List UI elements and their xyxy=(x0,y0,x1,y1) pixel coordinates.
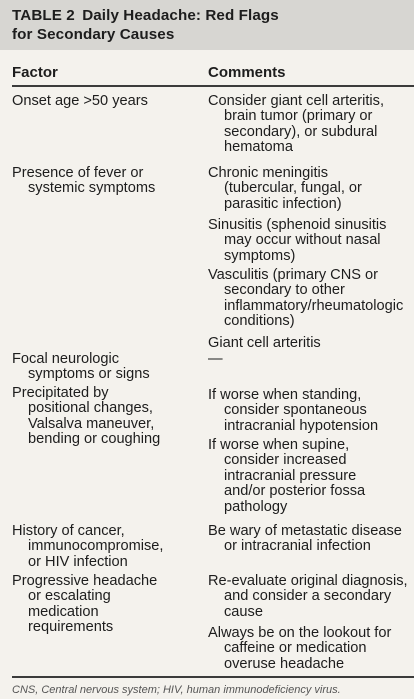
factor-cell xyxy=(12,574,157,636)
comment-line: secondary), or subdural xyxy=(224,123,378,140)
comment-cell xyxy=(208,218,386,264)
comment-line: may occur without nasal xyxy=(224,232,381,249)
comment-line: caffeine or medication xyxy=(224,640,367,657)
factor-cell xyxy=(12,386,160,448)
comment-line: Chronic meningitis xyxy=(208,165,329,181)
factor-cell xyxy=(12,352,150,383)
comment-line: overuse headache xyxy=(224,655,345,672)
factor-line: positional changes, xyxy=(28,400,153,417)
comment-line: Vasculitis (primary CNS or xyxy=(208,267,379,283)
table-bottom-rule xyxy=(12,676,414,678)
table-footnote: CNS, Central nervous system; HIV, human immunodeficiency virus. xyxy=(12,684,341,696)
comment-line: If worse when supine, xyxy=(208,437,350,453)
title-band xyxy=(0,0,414,50)
factor-line: bending or coughing xyxy=(28,431,161,448)
comments-column-header: Comments xyxy=(208,64,286,81)
comment-line: conditions) xyxy=(224,313,295,330)
factor-line: Presence of fever or xyxy=(12,165,144,181)
comment-cell xyxy=(208,388,378,434)
table-title-line-2: for Secondary Causes xyxy=(12,26,175,43)
factor-line: or escalating xyxy=(28,588,111,605)
comment-line: Be wary of metastatic disease xyxy=(208,523,402,539)
comment-line: — xyxy=(208,351,223,367)
comment-line: symptoms) xyxy=(224,247,296,264)
comment-line: inflammatory/rheumatologic xyxy=(224,297,404,314)
header-rule xyxy=(12,85,414,87)
factor-cell xyxy=(12,94,148,109)
comment-cell xyxy=(208,268,403,330)
factor-line: Precipitated by xyxy=(12,385,109,401)
factor-line: systemic symptoms xyxy=(28,180,156,197)
table-label: TABLE 2 xyxy=(12,7,75,24)
factor-line: History of cancer, xyxy=(12,523,125,539)
comment-line: hematoma xyxy=(224,139,293,156)
comment-line: consider increased xyxy=(224,452,347,469)
comment-cell xyxy=(208,166,362,212)
comment-line: brain tumor (primary or xyxy=(224,108,373,125)
comment-line: and/or posterior fossa xyxy=(224,483,366,500)
comment-cell xyxy=(208,94,384,156)
comment-line: Giant cell arteritis xyxy=(208,335,321,351)
comment-cell xyxy=(208,336,321,351)
comment-line: (tubercular, fungal, or xyxy=(224,180,362,197)
table-header-row xyxy=(0,50,414,89)
comment-line: Sinusitis (sphenoid sinusitis xyxy=(208,217,387,233)
factor-line: Valsalva maneuver, xyxy=(28,415,155,432)
comment-line: secondary to other xyxy=(224,282,345,299)
comment-line: Consider giant cell arteritis, xyxy=(208,93,385,109)
factor-line: Progressive headache xyxy=(12,573,158,589)
comment-cell xyxy=(208,574,408,620)
comment-line: pathology xyxy=(224,498,288,515)
comment-line: or intracranial infection xyxy=(224,538,371,555)
comment-line: Re-evaluate original diagnosis, xyxy=(208,573,408,589)
factor-line: symptoms or signs xyxy=(28,366,150,383)
comment-cell xyxy=(208,524,402,555)
comment-line: intracranial hypotension xyxy=(224,417,379,434)
table-title-line-1: Daily Headache: Red Flags xyxy=(82,7,279,24)
factor-cell xyxy=(12,524,163,570)
comment-line: intracranial pressure xyxy=(224,467,357,484)
factor-line: or HIV infection xyxy=(28,553,128,570)
factor-line: medication xyxy=(28,603,99,620)
comment-cell xyxy=(208,438,365,515)
comment-line: consider spontaneous xyxy=(224,402,367,419)
comment-line: parasitic infection) xyxy=(224,195,342,212)
comment-cell xyxy=(208,626,391,672)
comment-cell xyxy=(208,352,223,367)
factor-cell xyxy=(12,166,155,197)
factor-line: Onset age >50 years xyxy=(12,93,148,109)
comment-line: and consider a secondary xyxy=(224,588,392,605)
factor-line: requirements xyxy=(28,619,114,636)
factor-column-header: Factor xyxy=(12,64,58,81)
factor-line: immunocompromise, xyxy=(28,538,164,555)
comment-line: cause xyxy=(224,603,263,620)
factor-line: Focal neurologic xyxy=(12,351,120,367)
comment-line: Always be on the lookout for xyxy=(208,625,392,641)
comment-line: If worse when standing, xyxy=(208,387,362,403)
table-title xyxy=(12,6,279,44)
